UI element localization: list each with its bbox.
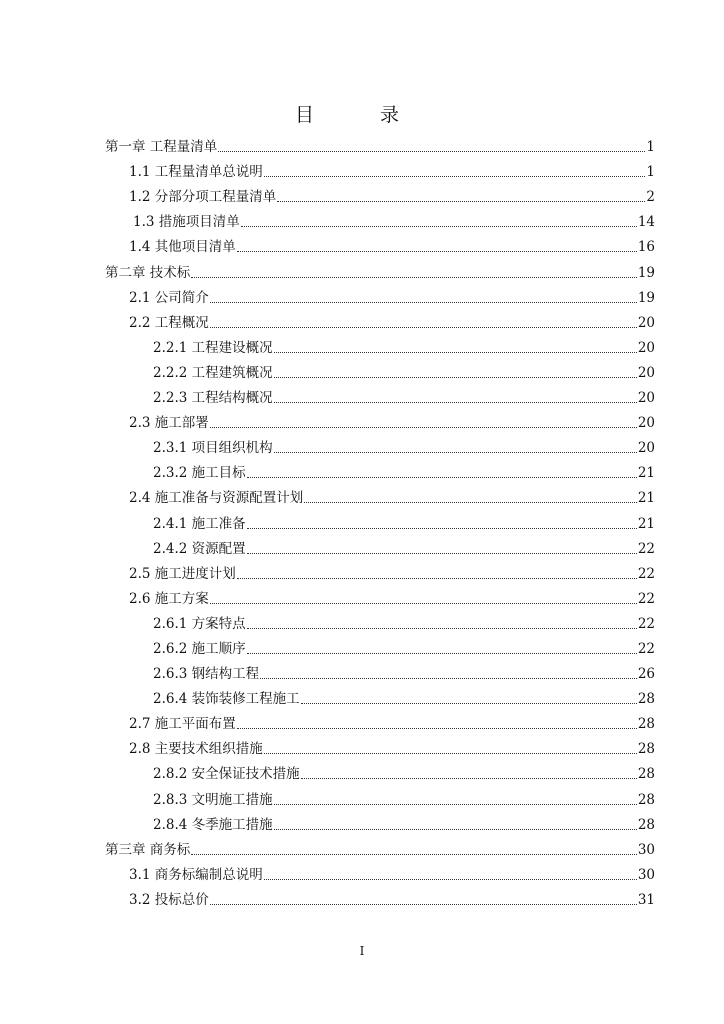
toc-entry-label: 2.8.2 安全保证技术措施 [153,766,300,783]
toc-entry-page: 22 [637,640,655,657]
toc-entry-page: 28 [637,766,655,783]
toc-entry[interactable] [105,557,655,582]
toc-entry-label: 第二章 技术标 [105,264,191,281]
toc-entry-label: 2.8.3 文明施工措施 [153,791,273,808]
toc-entry-page: 21 [637,465,655,482]
toc-entry-label: 1.3 措施项目清单 [133,214,240,231]
toc-entry[interactable] [105,707,655,732]
toc-entry[interactable] [105,180,655,205]
toc-entry-page: 22 [637,590,655,607]
toc-entry-page: 30 [637,841,655,858]
toc-entry-page: 20 [637,364,655,381]
toc-entry-label: 1.4 其他项目清单 [129,239,236,256]
toc-entry-label: 2.2.2 工程建筑概况 [153,364,273,381]
toc-entry-page: 1 [646,164,655,181]
toc-entry-label: 2.4.2 资源配置 [153,540,246,557]
toc-entry-label: 第一章 工程量清单 [105,139,218,156]
toc-entry[interactable] [105,607,655,632]
toc-entry-page: 19 [637,289,655,306]
toc-entry-page: 2 [646,189,655,206]
toc-entry-label: 2.2 工程概况 [129,314,209,331]
toc-entry-page: 20 [637,339,655,356]
toc-entry-label: 2.8.4 冬季施工措施 [153,816,273,833]
toc-entry[interactable] [105,858,655,883]
toc-entry-label: 2.4 施工准备与资源配置计划 [129,490,304,507]
toc-entry-page: 20 [637,440,655,457]
toc-entry-label: 3.1 商务标编制总说明 [129,866,263,883]
toc-entry-page: 21 [637,490,655,507]
toc-entry-label: 2.6.1 方案特点 [153,615,246,632]
toc-entry[interactable] [105,456,655,481]
toc-entry-label: 2.1 公司简介 [129,289,209,306]
toc-entry-label: 2.6 施工方案 [129,590,209,607]
toc-dot-leader [264,752,637,754]
toc-entry-page: 30 [637,866,655,883]
toc-entry-page: 28 [637,816,655,833]
toc-entry[interactable] [105,381,655,406]
page-number: I [359,944,365,958]
toc-entry-label: 2.3.1 项目组织机构 [153,440,273,457]
toc-entry-label: 2.6.3 钢结构工程 [153,666,260,683]
toc-entry[interactable] [105,230,655,255]
toc-entry-page: 22 [637,565,655,582]
toc-entry[interactable] [105,506,655,531]
toc-entry-page: 31 [637,891,655,908]
toc-dot-leader [210,326,637,328]
toc-dot-leader [274,401,637,403]
toc-dot-leader [277,200,645,202]
toc-entry-label: 3.2 投标总价 [129,891,209,908]
toc-dot-leader [237,250,637,252]
toc-entry-label: 2.8 主要技术组织措施 [129,741,263,758]
toc-dot-leader [210,426,637,428]
toc-entry[interactable] [105,757,655,782]
toc-entry-label: 第三章 商务标 [105,841,191,858]
toc-entry[interactable] [105,782,655,807]
toc-entry-page: 28 [637,691,655,708]
toc-entry-page: 28 [637,716,655,733]
toc-entry[interactable] [105,682,655,707]
toc-entry-page: 20 [637,415,655,432]
toc-dot-leader [237,577,637,579]
toc-entry-label: 2.3.2 施工目标 [153,465,246,482]
toc-entry-page: 26 [637,666,655,683]
toc-entry[interactable] [105,632,655,657]
toc-dot-leader [264,878,637,880]
toc-entry-page: 21 [637,515,655,532]
toc-dot-leader [301,702,637,704]
toc-entry[interactable] [105,155,655,180]
toc-dot-leader [247,476,637,478]
toc-entry[interactable] [105,532,655,557]
toc-dot-leader [274,351,637,353]
toc-entry-label: 2.6.4 装饰装修工程施工 [153,691,300,708]
toc-entry[interactable] [105,281,655,306]
toc-dot-leader [301,777,637,779]
toc-dot-leader [191,276,637,278]
toc-entry[interactable] [105,808,655,833]
toc-dot-leader [210,301,637,303]
toc-entry[interactable] [105,481,655,506]
toc-entry[interactable] [105,255,655,280]
toc-entry[interactable] [105,306,655,331]
toc-entry[interactable] [105,205,655,230]
toc-dot-leader [264,175,646,177]
toc-dot-leader [247,652,637,654]
toc-dot-leader [274,451,637,453]
toc-entry-label: 2.2.3 工程结构概况 [153,390,273,407]
toc-dot-leader [247,627,637,629]
toc-entry-page: 19 [637,264,655,281]
toc-dot-leader [304,501,637,503]
toc-dot-leader [210,602,637,604]
toc-entry[interactable] [105,431,655,456]
toc-entry-page: 22 [637,615,655,632]
toc-entry-page: 20 [637,314,655,331]
toc-entry[interactable] [105,582,655,607]
toc-dot-leader [191,853,637,855]
toc-entry-label: 2.2.1 工程建设概况 [153,339,273,356]
page-title: 目 录 [294,104,430,126]
toc-entry-label: 2.4.1 施工准备 [153,515,246,532]
toc-entry-page: 1 [646,139,655,156]
toc-dot-leader [237,727,637,729]
toc-entry[interactable] [105,331,655,356]
toc-entry[interactable] [105,356,655,381]
toc-entry-label: 1.1 工程量清单总说明 [129,164,263,181]
toc-entry-page: 28 [637,791,655,808]
toc-entry-label: 2.5 施工进度计划 [129,565,236,582]
toc-entry-page: 20 [637,390,655,407]
toc-dot-leader [241,225,637,227]
toc-dot-leader [247,552,637,554]
toc-dot-leader [210,903,637,905]
toc-entry[interactable] [105,732,655,757]
toc-entry-page: 22 [637,540,655,557]
toc-entry[interactable] [105,657,655,682]
toc-entry-label: 1.2 分部分项工程量清单 [129,189,277,206]
toc-entry[interactable] [105,130,655,155]
toc-entry[interactable] [105,406,655,431]
toc-dot-leader [274,376,637,378]
toc-entry-label: 2.6.2 施工顺序 [153,640,246,657]
toc-entry-page: 28 [637,741,655,758]
toc-entry[interactable] [105,833,655,858]
toc-dot-leader [247,527,637,529]
toc-entry-label: 2.7 施工平面布置 [129,716,236,733]
toc-entry[interactable] [105,883,655,908]
toc-dot-leader [274,828,637,830]
toc-dot-leader [274,803,637,805]
toc-dot-leader [260,677,637,679]
table-of-contents [105,130,655,908]
toc-entry-page: 14 [637,214,655,231]
toc-entry-label: 2.3 施工部署 [129,415,209,432]
toc-entry-page: 16 [637,239,655,256]
toc-dot-leader [218,150,645,152]
